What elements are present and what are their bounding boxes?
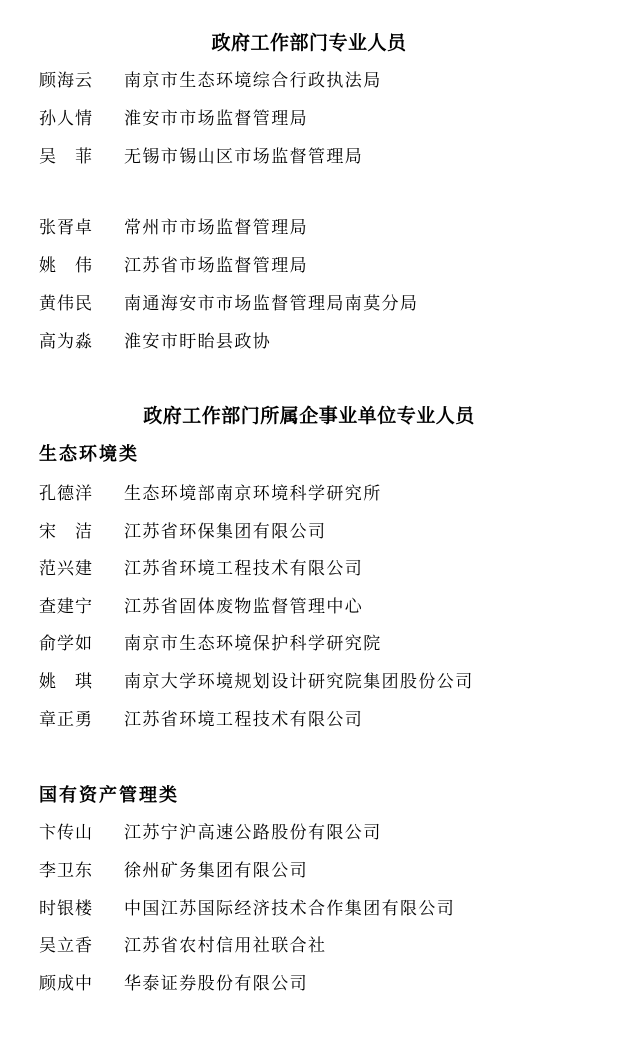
list-item [0,292,618,316]
list-item [0,69,618,93]
list-item [0,145,618,169]
person-organization: 江苏省固体废物监督管理中心 [124,597,364,617]
list-item [0,216,618,240]
person-name: 孙人情 [39,109,93,129]
person-organization: 淮安市盱眙县政协 [124,332,272,352]
person-organization: 江苏省环保集团有限公司 [124,522,327,542]
list-item [0,859,618,883]
list-item [0,821,618,845]
person-organization: 徐州矿务集团有限公司 [124,861,308,881]
list-item [0,972,618,996]
section-title-affiliated-enterprises: 政府工作部门所属企事业单位专业人员 [143,405,475,427]
person-organization: 南京市生态环境综合行政执法局 [124,71,382,91]
person-name: 黄伟民 [39,294,93,314]
person-organization: 南京市生态环境保护科学研究院 [124,634,382,654]
person-organization: 中国江苏国际经济技术合作集团有限公司 [124,899,456,919]
list-item [0,595,618,619]
person-organization: 江苏省农村信用社联合社 [124,936,327,956]
list-item [0,107,618,131]
person-organization: 生态环境部南京环境科学研究所 [124,484,382,504]
person-name: 张胥卓 [39,218,93,238]
person-name: 范兴建 [39,559,93,579]
person-name: 俞学如 [39,634,93,654]
person-name: 李卫东 [39,861,93,881]
person-name: 高为淼 [39,332,93,352]
person-name: 姚 琪 [39,672,93,692]
category-heading-ecology-environment: 生态环境类 [39,444,139,465]
person-organization: 淮安市市场监督管理局 [124,109,308,129]
person-name: 姚 伟 [39,256,93,276]
section-title-government-departments: 政府工作部门专业人员 [211,32,407,54]
list-item [0,557,618,581]
person-name: 章正勇 [39,710,93,730]
person-organization: 无锡市锡山区市场监督管理局 [124,147,364,167]
list-item [0,254,618,278]
person-name: 孔德洋 [39,484,93,504]
person-organization: 江苏省市场监督管理局 [124,256,308,276]
list-item [0,708,618,732]
person-name: 宋 洁 [39,522,93,542]
person-name: 吴立香 [39,936,93,956]
list-item [0,520,618,544]
person-organization: 江苏省环境工程技术有限公司 [124,710,364,730]
list-item [0,482,618,506]
person-organization: 南通海安市市场监督管理局南莫分局 [124,294,419,314]
person-organization: 南京大学环境规划设计研究院集团股份公司 [124,672,474,692]
list-item [0,897,618,921]
person-name: 时银楼 [39,899,93,919]
list-item [0,632,618,656]
list-item [0,670,618,694]
person-name: 顾成中 [39,974,93,994]
category-heading-state-assets: 国有资产管理类 [39,785,179,806]
person-name: 卞传山 [39,823,93,843]
person-name: 查建宁 [39,597,93,617]
person-name: 顾海云 [39,71,93,91]
person-name: 吴 菲 [39,147,93,167]
list-item [0,934,618,958]
person-organization: 江苏省环境工程技术有限公司 [124,559,364,579]
person-organization: 常州市市场监督管理局 [124,218,308,238]
list-item [0,330,618,354]
person-organization: 江苏宁沪高速公路股份有限公司 [124,823,382,843]
person-organization: 华泰证券股份有限公司 [124,974,308,994]
